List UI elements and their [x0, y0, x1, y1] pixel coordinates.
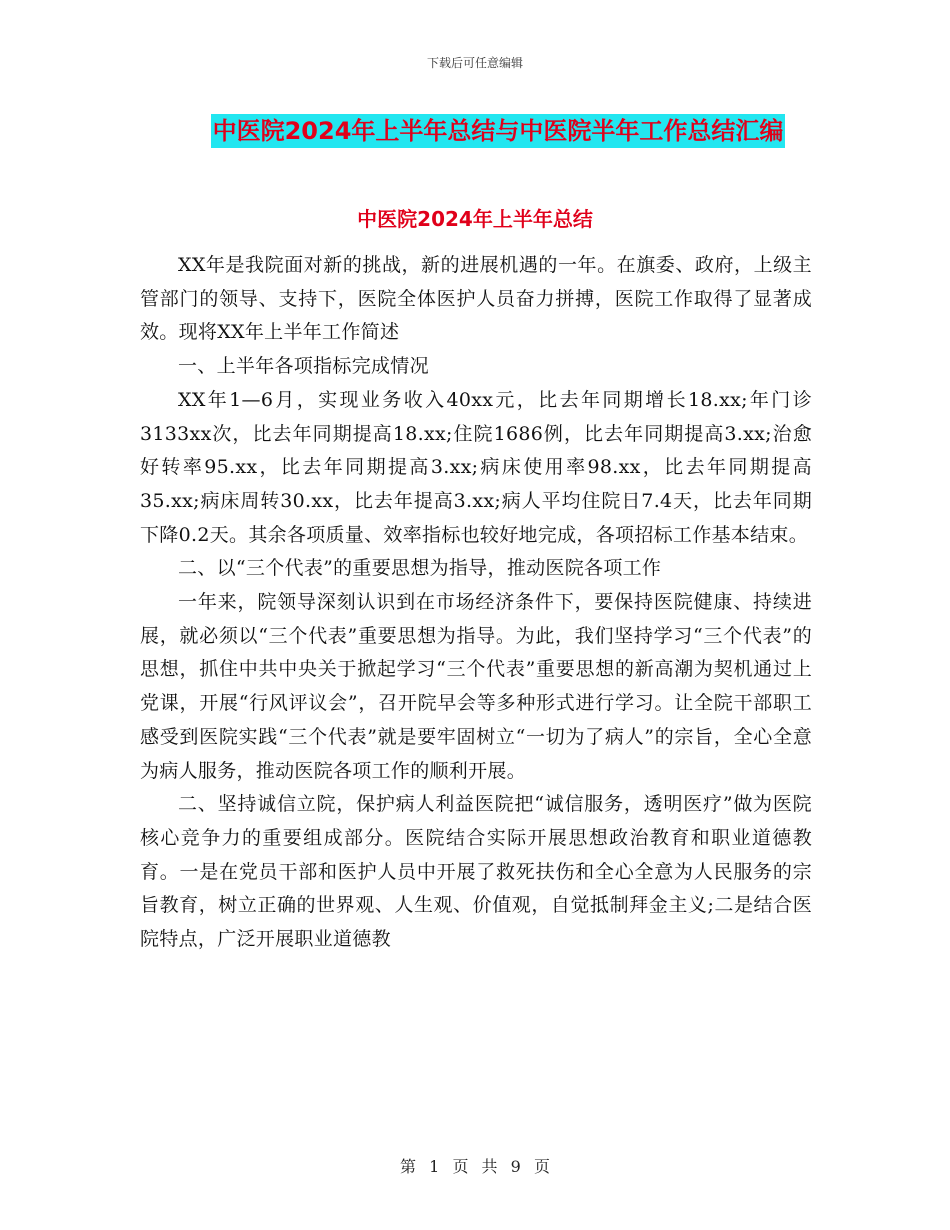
header-note: 下载后可任意编辑 — [426, 56, 523, 70]
paragraph-three-represents: 一年来，院领导深刻认识到在市场经济条件下，要保持医院健康、持续进展，就必须以“三个代表”重要思想为指导。为此，我们坚持学习“三个代表”的思想，抓住中共中央关于掀起学习“三个代表”重要思想的新高潮为契机通过上党课，开展“行风评议会”，召开院早会等多种形式进行学习。让全院干部职工感受到医院实践“三个代表”就是要牢固树立“一切为了病人”的宗旨，全心全意为病人服务，推动医院各项工作的顺利开展。 — [140, 591, 812, 782]
body-text — [140, 249, 812, 957]
paragraph-integrity: 二、坚持诚信立院，保护病人利益医院把“诚信服务，透明医疗”做为医院核心竞争力的重要组成部分。医院结合实际开展思想政治教育和职业道德教育。一是在党员干部和医护人员中开展了救死扶伤和全心全意为人民服务的宗旨教育，树立正确的世界观、人生观、价值观，自觉抵制拜金主义;二是结合医院特点，广泛开展职业道德教 — [140, 793, 812, 951]
footer-total-prefix: 共 — [481, 1157, 498, 1176]
footer-mid: 页 — [452, 1157, 469, 1176]
footer-suffix: 页 — [533, 1157, 550, 1176]
paragraph-heading-2: 二、以“三个代表”的重要思想为指导，推动医院各项工作 — [178, 557, 662, 580]
main-title-container — [0, 114, 950, 148]
paragraph-heading-1: 一、上半年各项指标完成情况 — [178, 355, 429, 378]
main-title: 中医院2024年上半年总结与中医院半年工作总结汇编 — [211, 114, 786, 148]
paragraph-indicators: XX年1—6月，实现业务收入40xx元，比去年同期增长18.xx;年门诊3133xx次，比去年同期提高18.xx;住院1686例，比去年同期提高3.xx;治愈好转率95.xx，比去年同期提高3.xx;病床使用率98.xx，比去年同期提高35.xx;病床周转30.xx，比去年提高3.xx;病人平均住院日7.4天，比去年同期下降0.2天。其余各项质量、效率指标也较好地完成，各项招标工作基本结束。 — [140, 388, 812, 546]
paragraph-intro: XX年是我院面对新的挑战，新的进展机遇的一年。在旗委、政府，上级主管部门的领导、支持下，医院全体医护人员奋力拼搏，医院工作取得了显著成效。现将XX年上半年工作简述 — [140, 254, 812, 344]
footer-prefix: 第 — [400, 1157, 417, 1176]
page-number: 1 — [429, 1157, 440, 1176]
page-total: 9 — [510, 1157, 521, 1176]
section-title: 中医院2024年上半年总结 — [357, 207, 593, 231]
page-footer — [0, 1154, 950, 1177]
